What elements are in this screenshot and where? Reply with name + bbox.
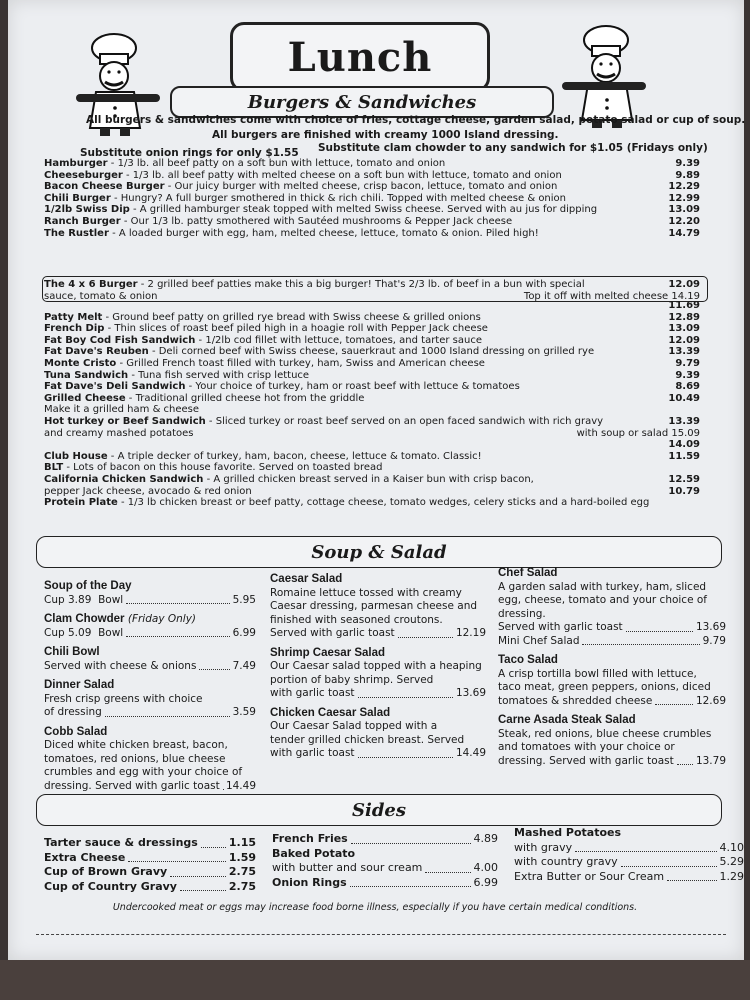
special-topit: Top it off with melted cheese 14.19 bbox=[523, 290, 700, 302]
info-line-3b: Substitute clam chowder to any sandwich for $1.05 (Fridays only) bbox=[318, 142, 708, 154]
label: Bowl bbox=[98, 626, 124, 639]
menu-item: Chili Burger - Hungry? A full burger smothered in thick & rich chili. Topped with melted cheese & onion 12.99 bbox=[44, 192, 700, 204]
menu-item: Tuna Sandwich - Tuna fish served with crisp lettuce 9.39 bbox=[44, 369, 700, 381]
shrimp-caesar-title: Shrimp Caesar Salad bbox=[270, 646, 386, 659]
side-label: French Fries bbox=[272, 832, 348, 845]
menu-item: Fat Boy Cod Fish Sandwich - 1/2lb cod fillet with lettuce, tomatoes, and tarter sauce 12.09 bbox=[44, 334, 700, 346]
price: 3.59 bbox=[232, 706, 256, 718]
label: Bowl bbox=[98, 593, 124, 606]
menu-item: California Chicken Sandwich - A grilled chicken breast served in a Kaiser bun with crisp bacon, 12.59 bbox=[44, 473, 700, 485]
desc: with garlic toast bbox=[270, 687, 355, 699]
menu-item: The Rustler - A loaded burger with egg, ham, melted cheese, lettuce, tomato & onion. Piled high! 14.79 bbox=[44, 227, 700, 239]
special-desc: - 2 grilled beef patties make this a big burger! That's 2/3 lb. of beef in a bun with special bbox=[137, 279, 585, 290]
table-surface bbox=[0, 960, 750, 1000]
soup-column-2 bbox=[270, 573, 486, 767]
info-line-3a: Substitute onion rings for only $1.55 bbox=[80, 147, 299, 159]
price: 9.79 bbox=[702, 634, 726, 647]
price: 7.49 bbox=[232, 659, 256, 672]
menu-item: Patty Melt - Ground beef patty on grilled rye bread with Swiss cheese & grilled onions 12.89 bbox=[44, 311, 700, 323]
desc: Served with garlic toast bbox=[498, 621, 623, 633]
desc: Our Caesar Salad topped with a bbox=[270, 720, 438, 732]
side-price: 5.29 bbox=[719, 855, 744, 868]
menu-item: French Dip - Thin slices of roast beef piled high in a hoagie roll with Pepper Jack cheese 13.09 bbox=[44, 323, 700, 335]
menu-item: Hamburger - 1/3 lb. all beef patty on a soft bun with lettuce, tomato and onion 9.39 bbox=[44, 158, 700, 169]
side-label: Cup of Brown Gravy bbox=[44, 865, 168, 878]
taco-salad-title: Taco Salad bbox=[498, 654, 558, 666]
side-label: Baked Potato bbox=[272, 846, 356, 860]
desc: dressing. bbox=[498, 607, 546, 620]
dinner-salad-title: Dinner Salad bbox=[44, 679, 115, 691]
menu-title: Lunch bbox=[287, 33, 433, 81]
menu-item: Bacon Cheese Burger - Our juicy burger with melted cheese, crisp bacon, lettuce, tomato and onion 12.29 bbox=[44, 181, 700, 193]
desc: Served with cheese & onions bbox=[44, 659, 197, 672]
menu-item: Monte Cristo - Grilled French toast filled with turkey, ham, Swiss and American cheese 9.79 bbox=[44, 357, 700, 369]
side-price: 4.10 bbox=[719, 840, 744, 854]
note: (Friday Only) bbox=[127, 613, 197, 625]
desc: Mini Chef Salad bbox=[498, 634, 580, 647]
desc: with garlic toast bbox=[270, 747, 355, 759]
side-price: 6.99 bbox=[473, 875, 498, 889]
menu-item: BLT - Lots of bacon on this house favorite. Served on toasted bread bbox=[44, 462, 383, 474]
price: 13.79 bbox=[695, 754, 726, 767]
caesar-title: Caesar Salad bbox=[270, 573, 343, 585]
price: 13.69 bbox=[455, 687, 486, 699]
side-price: 1.29 bbox=[719, 869, 744, 883]
desc: of dressing bbox=[44, 706, 102, 718]
side-label: Tarter sauce & dressings bbox=[44, 836, 198, 849]
chili-title: Chili Bowl bbox=[44, 646, 100, 658]
price: 14.49 bbox=[455, 747, 486, 759]
sides-column-1 bbox=[44, 836, 256, 894]
desc: portion of baby shrimp. Served bbox=[270, 673, 434, 686]
side-price: 2.75 bbox=[228, 865, 256, 878]
info-line-1: All burgers & sandwiches come with choice of fries, cottage cheese, garden salad, potato salad or cup of soup. bbox=[86, 114, 746, 126]
section-banner-sides: Sides bbox=[36, 794, 722, 826]
price: 12.19 bbox=[455, 627, 486, 639]
desc: and tomatoes with your choice or bbox=[498, 741, 675, 753]
desc: egg, cheese, tomato and your choice of bbox=[498, 594, 708, 606]
menu-item: Grilled Cheese - Traditional grilled cheese hot from the griddle 10.49 bbox=[44, 392, 700, 404]
price: 14.49 bbox=[225, 779, 256, 792]
desc: dressing. Served with garlic toast bbox=[498, 754, 674, 767]
section-banner-burgers: Burgers & Sandwiches bbox=[170, 86, 554, 118]
desc: crumbles and egg with your choice of bbox=[44, 766, 243, 778]
price: 5.09 bbox=[68, 626, 92, 639]
menu-item: Club House - A triple decker of turkey, ham, bacon, cheese, lettuce & tomato. Classic! 11.59 bbox=[44, 450, 700, 462]
desc: finished with seasoned croutons. bbox=[270, 613, 443, 626]
side-label: Mashed Potatoes bbox=[514, 826, 622, 839]
menu-item: 14.09 bbox=[668, 439, 700, 451]
desc: Fresh crisp greens with choice bbox=[44, 692, 203, 705]
side-desc: with butter and sour cream bbox=[272, 861, 423, 874]
desc: Caesar dressing, parmesan cheese and bbox=[270, 600, 478, 612]
soup-column-1 bbox=[44, 580, 256, 799]
carne-asada-title: Carne Asada Steak Salad bbox=[498, 714, 636, 726]
label: Cup bbox=[44, 626, 65, 639]
menu-item: Fat Dave's Deli Sandwich - Your choice of turkey, ham or roast beef with lettuce & tomatoes 8.69 bbox=[44, 381, 700, 393]
special-price: 12.09 bbox=[668, 279, 700, 290]
price: 3.89 bbox=[68, 593, 92, 606]
desc: Served with garlic toast bbox=[270, 627, 395, 639]
menu-item: 1/2lb Swiss Dip - A grilled hamburger steak topped with melted Swiss cheese. Served with au jus for dipping 13.09 bbox=[44, 204, 700, 216]
desc: taco meat, green peppers, onions, diced bbox=[498, 681, 711, 693]
side-label: Extra Cheese bbox=[44, 850, 126, 864]
side-label: Cup of Country Gravy bbox=[44, 879, 177, 893]
side-price: 4.89 bbox=[473, 832, 498, 845]
sandwich-list bbox=[44, 300, 700, 509]
sides-column-3 bbox=[514, 826, 744, 884]
disclaimer: Undercooked meat or eggs may increase food borne illness, especially if you have certain medical conditions. bbox=[112, 902, 638, 913]
menu-item: Protein Plate - 1/3 lb chicken breast or beef patty, cottage cheese, tomato wedges, celery sticks and a hard-boiled egg bbox=[44, 497, 650, 509]
price: 13.69 bbox=[695, 621, 726, 633]
side-price: 1.15 bbox=[228, 836, 256, 849]
desc: tomatoes & shredded cheese bbox=[498, 694, 653, 707]
side-price: 1.59 bbox=[228, 850, 256, 864]
bottom-divider bbox=[36, 934, 726, 935]
price: 12.69 bbox=[695, 694, 726, 707]
info-line-2: All burgers are finished with creamy 1000 Island dressing. bbox=[212, 129, 559, 141]
menu-item: Ranch Burger - Our 1/3 lb. patty smothered with Sautéed mushrooms & Pepper Jack cheese 12.20 bbox=[44, 215, 700, 227]
menu-item: Hot turkey or Beef Sandwich - Sliced turkey or roast beef served on an open faced sandwich with rich gravy 13.39 bbox=[44, 415, 700, 427]
cobb-title: Cobb Salad bbox=[44, 725, 108, 738]
side-desc: with gravy bbox=[514, 840, 573, 854]
menu-item: Make it a grilled ham & cheese bbox=[44, 404, 200, 416]
clam-title: Clam Chowder bbox=[44, 613, 125, 625]
chicken-caesar-title: Chicken Caesar Salad bbox=[270, 706, 391, 719]
menu-item: Fat Dave's Reuben - Deli corned beef with Swiss cheese, sauerkraut and 1000 Island dressing on grilled rye 13.39 bbox=[44, 346, 700, 358]
side-label: Onion Rings bbox=[272, 875, 347, 889]
menu-item: Cheeseburger - 1/3 lb. all beef patty with melted cheese on a soft bun with lettuce, tomato and onion 9.89 bbox=[44, 169, 700, 181]
special-name: The 4 x 6 Burger bbox=[44, 279, 138, 290]
chef-salad-title: Chef Salad bbox=[498, 567, 558, 579]
menu-item: and creamy mashed potatoes with soup or salad 15.09 bbox=[44, 427, 700, 439]
desc: Steak, red onions, blue cheese crumbles bbox=[498, 727, 712, 740]
side-desc: Extra Butter or Sour Cream bbox=[514, 869, 665, 883]
soup-title: Soup of the Day bbox=[44, 580, 132, 592]
menu-item: 11.69 bbox=[668, 300, 700, 311]
label: Cup bbox=[44, 593, 65, 606]
special-item bbox=[44, 279, 700, 302]
price: 6.99 bbox=[232, 626, 256, 639]
side-desc: with country gravy bbox=[514, 855, 618, 868]
desc: tender grilled chicken breast. Served bbox=[270, 733, 465, 746]
desc: Diced white chicken breast, bacon, bbox=[44, 739, 228, 751]
desc: Romaine lettuce tossed with creamy bbox=[270, 586, 462, 599]
price: 5.95 bbox=[232, 593, 256, 606]
desc: dressing. Served with garlic toast bbox=[44, 779, 220, 792]
desc: A garden salad with turkey, ham, sliced bbox=[498, 580, 707, 593]
sides-column-2 bbox=[272, 832, 498, 890]
burger-list bbox=[44, 158, 700, 239]
soup-column-3 bbox=[498, 567, 726, 774]
desc: tomatoes, red onions, blue cheese bbox=[44, 752, 226, 765]
menu-item: pepper Jack cheese, avocado & red onion 10.79 bbox=[44, 485, 700, 497]
desc: A crisp tortilla bowl filled with lettuce, bbox=[498, 667, 697, 680]
side-price: 4.00 bbox=[473, 861, 498, 874]
section-banner-soup: Soup & Salad bbox=[36, 536, 722, 568]
side-price: 2.75 bbox=[228, 879, 256, 893]
special-desc-2: sauce, tomato & onion bbox=[44, 290, 158, 302]
menu-title-box bbox=[230, 22, 490, 92]
desc: Our Caesar salad topped with a heaping bbox=[270, 660, 482, 672]
